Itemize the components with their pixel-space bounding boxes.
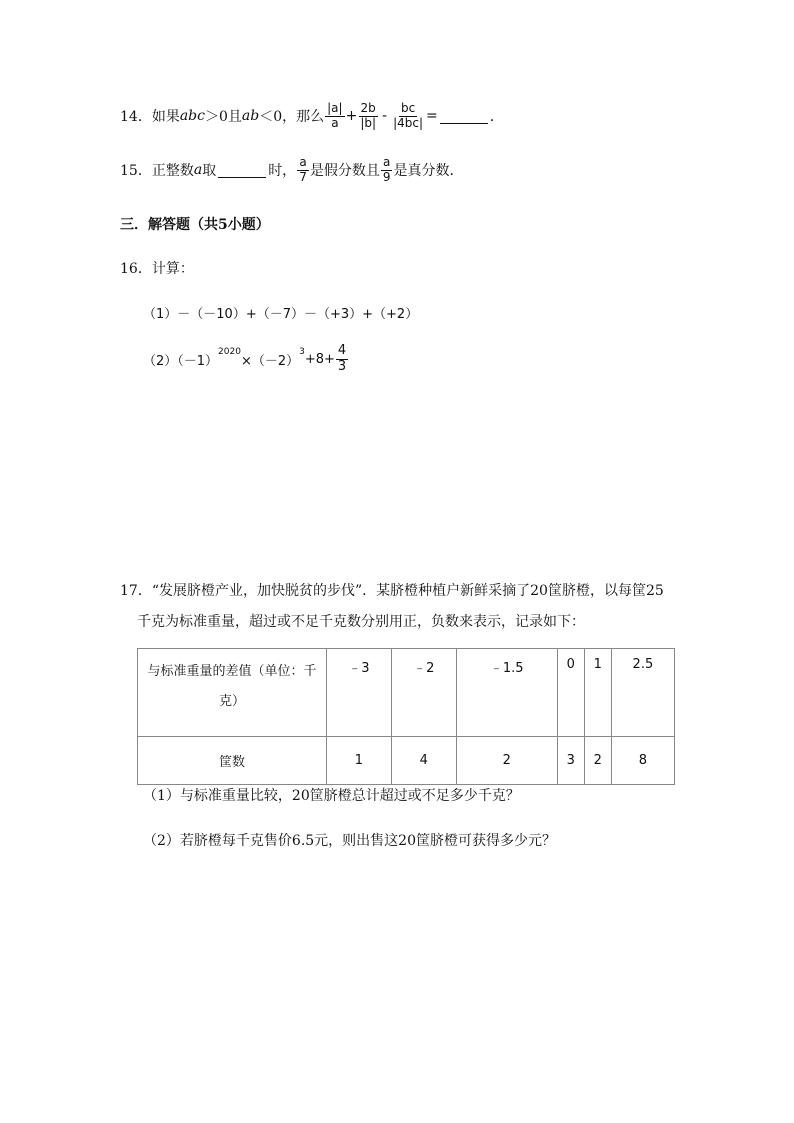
q15-fraction-a-9: $\frac{a}{9}$ <box>382 155 391 184</box>
table-cell-diff: 1 <box>584 649 611 737</box>
q15-number: 15． <box>120 163 152 180</box>
q15-fraction-a-7: $\frac{a}{7}$ <box>299 155 307 184</box>
q17-text-line-1: 17．“发展脐橙产业，加快脱贫的步伐”．某脐橙种植户新鲜采摘了20筐脐橙，以每筐25 <box>120 583 664 599</box>
q16-number: 16． <box>120 261 152 277</box>
q14-period: ． <box>489 109 504 126</box>
q14-equals: = <box>426 108 438 125</box>
q17-text-line-2: 千克为标准重量，超过或不足千克数分别用正，负数来表示，记录如下： <box>137 614 585 630</box>
q16-fraction-4-3: $\frac{4}{3}$ <box>337 343 347 374</box>
q15-text-2: 取 <box>202 163 217 180</box>
table-cell-diff: ﹣1.5 <box>456 649 557 737</box>
q17-sub-question-2: （2）若脐橙每千克售价6.5元，则出售这20筐脐橙可获得多少元？ <box>143 833 556 849</box>
q16-exponent-3: 3 <box>299 347 305 358</box>
table-cell-diff: 2.5 <box>611 649 674 737</box>
q16-text: 计算： <box>151 261 194 277</box>
table-header-count: 筐数 <box>138 737 327 785</box>
table-cell-count: 1 <box>327 737 392 785</box>
q14-answer-blank[interactable] <box>440 109 488 124</box>
table-header-diff-line-1: 与标准重量的差值（单位：千 <box>147 664 317 679</box>
q14-fraction-3: $\frac{bc}{|4bc|}$ <box>393 101 424 130</box>
q14-text-2: ＞0且 <box>204 109 242 126</box>
q15-text-4: 是假分数且 <box>309 163 380 180</box>
table-cell-count: 3 <box>557 737 584 785</box>
q16-part-2 <box>143 344 349 375</box>
q14-var-ab: ab <box>241 108 260 125</box>
table-cell-count: 2 <box>584 737 611 785</box>
table-header-diff-line-2: 克） <box>218 694 245 709</box>
table-row-diff <box>138 649 675 737</box>
q15-text-3: 时， <box>268 163 297 180</box>
table-cell-diff: ﹣2 <box>391 649 456 737</box>
section-3-heading: 三．解答题（共5小题） <box>120 217 270 233</box>
table-header-diff <box>138 649 327 737</box>
q14-text-3: ＜0，那么 <box>259 109 325 126</box>
q14-fraction-1: $\frac{|a|}{a}$ <box>327 101 343 130</box>
q14-minus: - <box>382 108 388 125</box>
q16-part-1: （1）－（－10）+（－7）－（+3）+（+2） <box>143 307 419 322</box>
q16-part-2-a: （2）（－1） <box>143 353 219 369</box>
q16-part-2-c: +8+ <box>304 351 335 367</box>
weight-difference-table <box>137 648 675 785</box>
q15-text-5: 是真分数． <box>393 163 464 180</box>
table-cell-count: 8 <box>611 737 674 785</box>
q14-plus: + <box>345 108 358 125</box>
q17-sub-question-1: （1）与标准重量比较，20筐脐橙总计超过或不足多少千克？ <box>143 788 520 804</box>
question-15 <box>120 156 463 185</box>
table-cell-count: 4 <box>391 737 456 785</box>
table-row-count <box>138 737 675 785</box>
q16-part-2-b: ×（－2） <box>240 353 300 369</box>
q14-var-abc: abc <box>179 108 205 125</box>
table-cell-count: 2 <box>456 737 557 785</box>
q15-var-a: a <box>193 162 203 179</box>
table-cell-diff: ﹣3 <box>327 649 392 737</box>
q15-text-1: 正整数 <box>151 163 194 180</box>
q15-answer-blank[interactable] <box>218 163 266 178</box>
q14-text-1: 如果 <box>151 109 180 126</box>
question-14 <box>120 102 504 131</box>
q14-fraction-2: $\frac{2b}{|b|}$ <box>360 101 377 130</box>
q16-exponent-2020: 2020 <box>218 347 241 358</box>
question-16-label <box>120 258 194 278</box>
q14-number: 14． <box>120 109 152 126</box>
table-cell-diff: 0 <box>557 649 584 737</box>
